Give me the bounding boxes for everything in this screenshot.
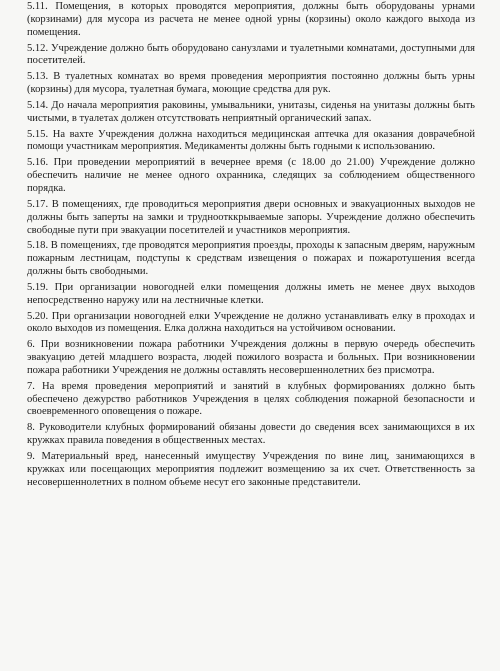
clause-5-14: 5.14. До начала мероприятия раковины, умывальники, унитазы, сиденья на унитазы должны быть чистыми, в туалетах должен отсутствовать неприятный органический запах. <box>27 99 475 124</box>
clause-5-15: 5.15. На вахте Учреждения должна находиться медицинская аптечка для оказания доврачебной помощи участникам мероприятия. Медикаменты должны быть годными к использованию. <box>27 128 475 153</box>
clause-5-13: 5.13. В туалетных комнатах во время проведения мероприятия постоянно должны быть урны (корзины) для мусора, туалетная бумага, моющие средства для рук. <box>27 71 475 96</box>
clause-5-11: 5.11. Помещения, в которых проводятся мероприятия, должны быть оборудованы урнами (корзинами) для мусора из расчета не менее одной урны (корзины) около каждого выхода из помещения. <box>27 1 475 38</box>
clause-5-18: 5.18. В помещениях, где проводятся мероприятия проезды, проходы к запасным дверям, наружным пожарным лестницам, подступы к средствам извещения о пожарах и пожаротушения всегда должны быть свободными. <box>27 240 475 278</box>
clause-5-16: 5.16. При проведении мероприятий в вечернее время (с 18.00 до 21.00) Учреждение должно обеспечить наличие не менее одного охранника, следящих за соблюдением общественного порядка. <box>27 157 475 194</box>
clause-5-19: 5.19. При организации новогодней елки помещения должны иметь не менее двух выходов непосредственно наружу или на лестничные клетки. <box>27 281 475 306</box>
clause-5-17: 5.17. В помещениях, где проводиться мероприятия двери основных и эвакуационных выходов не должны быть заперты на замки и трудноотккрываемые запоры. Учреждение должно обеспечить свободные пути при эвакуации посетителей и участников мероприятия. <box>27 198 475 236</box>
clause-5-12: 5.12. Учреждение должно быть оборудовано санузлами и туалетными комнатами, доступными для посетителей. <box>27 42 475 67</box>
document-page <box>27 1 475 490</box>
clause-6: 6. При возникновении пожара работники Учреждения должны в первую очередь обеспечить эвакуацию детей младшего возраста, людей пожилого возраста и больных. При возникновении пожара работники Учреждения не должны оставлять несовершеннолетних без присмотра. <box>27 339 475 376</box>
clause-5-20: 5.20. При организации новогодней елки Учреждение не должно устанавливать елку в проходах и около выходов из помещения. Елка должна находиться на устойчивом основании. <box>27 310 475 335</box>
clause-7: 7. На время проведения мероприятий и занятий в клубных формированиях должно быть обеспечено дежурство работников Учреждения в целях соблюдения пожарной безопасности и своевременного оповещения о пожаре. <box>27 380 475 418</box>
clause-9: 9. Материальный вред, нанесенный имуществу Учреждения по вине лиц, занимающихся в кружках или посещающих мероприятия подлежит возмещению за их счет. Ответственность за несовершеннолетних в полном объеме несут его законные представители. <box>27 451 475 488</box>
clause-8: 8. Руководители клубных формирований обязаны довести до сведения всех занимающихся в их кружках правила поведения в общественных местах. <box>27 422 475 447</box>
